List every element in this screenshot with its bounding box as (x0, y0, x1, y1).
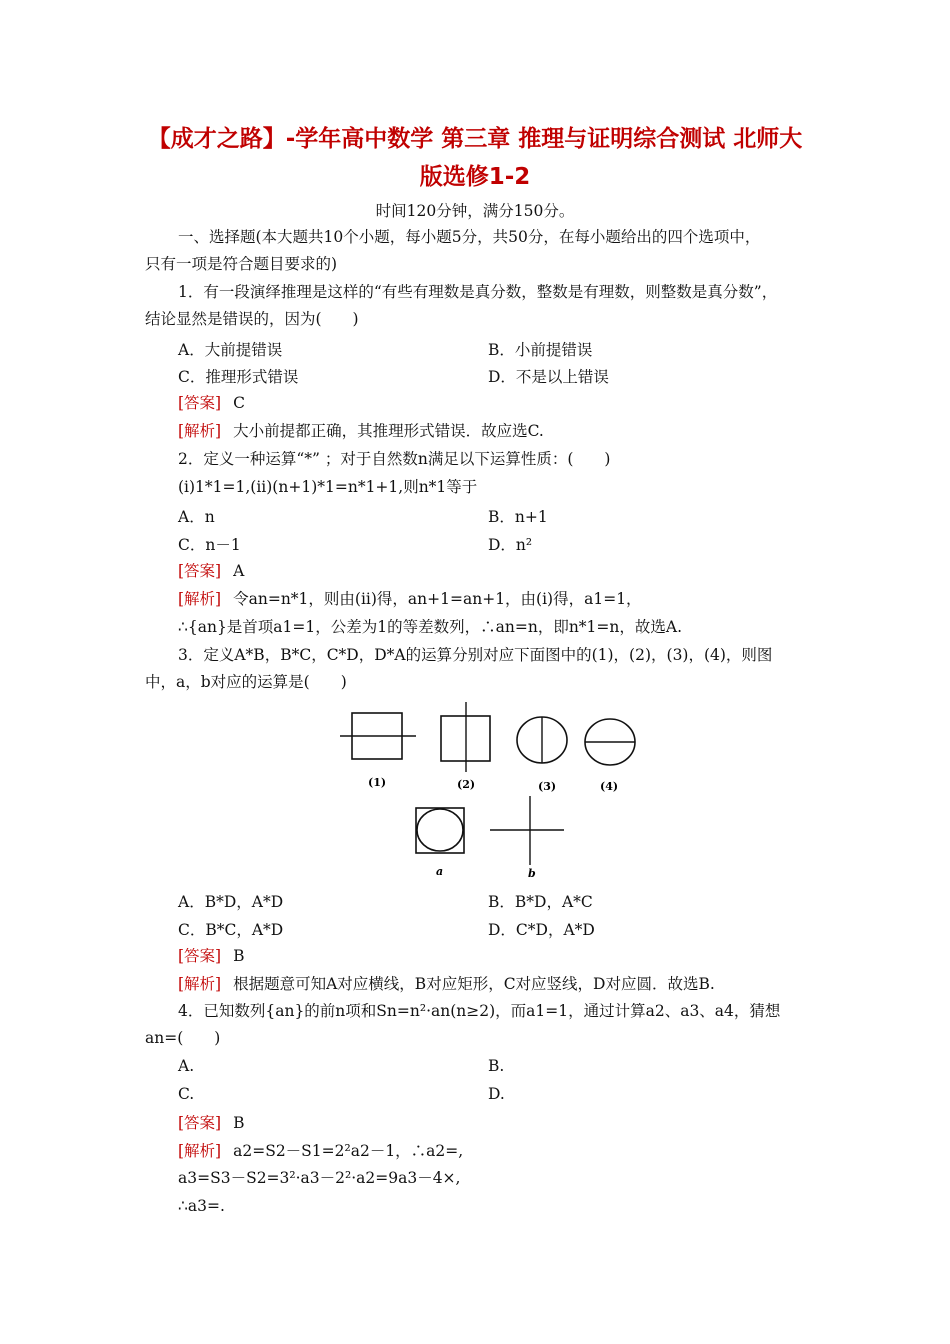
q2-option-b: B．n+1 (488, 508, 548, 526)
q4-analysis-text1: a2=S2－S1=2²a2－1，∴a2=, (233, 1142, 464, 1160)
q1-analysis-text: 大小前提都正确，其推理形式错误．故应选C. (233, 422, 544, 440)
q1-answer (178, 393, 245, 413)
q3-stem-line1: 3．定义A*B，B*C，C*D，D*A的运算分别对应下面图中的(1)，(2)，(3)，(4)，则图 (178, 646, 773, 664)
q4-stem-line2: an=( ) (145, 1029, 221, 1047)
q4-answer (178, 1113, 245, 1133)
q4-stem-line1: 4．已知数列{an}的前n项和Sn=n²·an(n≥2)，而a1=1，通过计算a2、a3、a4，猜想 (178, 1002, 781, 1020)
q1-option-c: C．推理形式错误 (178, 368, 299, 386)
figure-label-1: (1) (368, 776, 387, 789)
q3-figure (330, 700, 650, 885)
answer-label: [答案] (178, 394, 222, 412)
answer-label: [答案] (178, 562, 222, 580)
q2-answer (178, 561, 244, 581)
q3-answer (178, 946, 245, 966)
q4-analysis (178, 1141, 463, 1161)
q1-answer-value: C (233, 394, 245, 412)
analysis-label: [解析] (178, 1142, 222, 1160)
q3-analysis-text: 根据题意可知A对应横线，B对应矩形，C对应竖线，D对应圆．故选B. (233, 975, 715, 993)
analysis-label: [解析] (178, 975, 222, 993)
q1-option-b: B．小前提错误 (488, 341, 593, 359)
q1-option-a: A．大前提错误 (178, 341, 283, 359)
q4-option-c: C. (178, 1085, 195, 1103)
q3-option-c: C．B*C，A*D (178, 921, 284, 939)
answer-label: [答案] (178, 1114, 222, 1132)
section-heading-line2: 只有一项是符合题目要求的) (145, 255, 338, 273)
q1-analysis (178, 421, 544, 441)
q1-stem-line1: 1．有一段演绎推理是这样的“有些有理数是真分数，整数是有理数，则整数是真分数”， (178, 283, 778, 301)
q1-stem-line2: 结论显然是错误的，因为( ) (145, 310, 359, 328)
figure-b-cross (490, 796, 564, 865)
q4-analysis-line3: ∴a3=. (178, 1197, 225, 1215)
figure-2-rect-vertical-line (441, 702, 490, 772)
q2-analysis-text1: 令an=n*1，则由(ii)得，an+1=an+1，由(i)得，a1=1， (233, 590, 642, 608)
figure-label-2: (2) (457, 778, 476, 791)
doc-title-line2: 版选修1-2 (419, 164, 531, 190)
q3-stem-line2: 中，a，b对应的运算是( ) (145, 673, 347, 691)
q3-option-b: B．B*D，A*C (488, 893, 593, 911)
q3-answer-value: B (233, 947, 245, 965)
q2-stem-line2: (i)1*1=1,(ii)(n+1)*1=n*1+1,则n*1等于 (178, 478, 478, 496)
q3-option-a: A．B*D，A*D (178, 893, 284, 911)
figure-label-b: b (528, 867, 536, 880)
figure-a-rect-circle (416, 808, 464, 853)
q2-analysis (178, 589, 642, 609)
q3-option-d: D．C*D，A*D (488, 921, 595, 939)
q4-analysis-line2: a3=S3－S2=3²·a3－2²·a2=9a3－4×, (178, 1169, 461, 1187)
figure-3-circle-vertical-line (517, 717, 567, 763)
q4-option-a: A. (178, 1057, 195, 1075)
q2-stem-line1: 2．定义一种运算“*” ；对于自然数n满足以下运算性质：( ) (178, 450, 611, 468)
q3-analysis (178, 974, 715, 994)
figure-1-rect-horizontal-line (340, 713, 416, 759)
q2-option-a: A．n (178, 508, 215, 526)
q4-answer-value: B (233, 1114, 245, 1132)
doc-title-line1: 【成才之路】-学年高中数学 第三章 推理与证明综合测试 北师大 (147, 126, 803, 152)
figure-label-a: a (436, 865, 444, 878)
q4-option-d: D. (488, 1085, 505, 1103)
figure-label-3: (3) (538, 780, 557, 793)
figure-4-circle-horizontal-line (585, 719, 635, 765)
exam-info: 时间120分钟，满分150分。 (375, 202, 575, 220)
q4-option-b: B. (488, 1057, 505, 1075)
section-heading-line1: 一、选择题(本大题共10个小题，每小题5分，共50分，在每小题给出的四个选项中， (178, 228, 761, 246)
q2-option-c: C．n－1 (178, 536, 241, 554)
figure-label-4: (4) (600, 780, 619, 793)
analysis-label: [解析] (178, 590, 222, 608)
q1-option-d: D．不是以上错误 (488, 368, 609, 386)
answer-label: [答案] (178, 947, 222, 965)
analysis-label: [解析] (178, 422, 222, 440)
q2-analysis-line2: ∴{an}是首项a1=1，公差为1的等差数列，∴an=n，即n*1=n，故选A. (178, 618, 683, 636)
q2-answer-value: A (233, 562, 245, 580)
q2-option-d: D．n² (488, 536, 533, 554)
